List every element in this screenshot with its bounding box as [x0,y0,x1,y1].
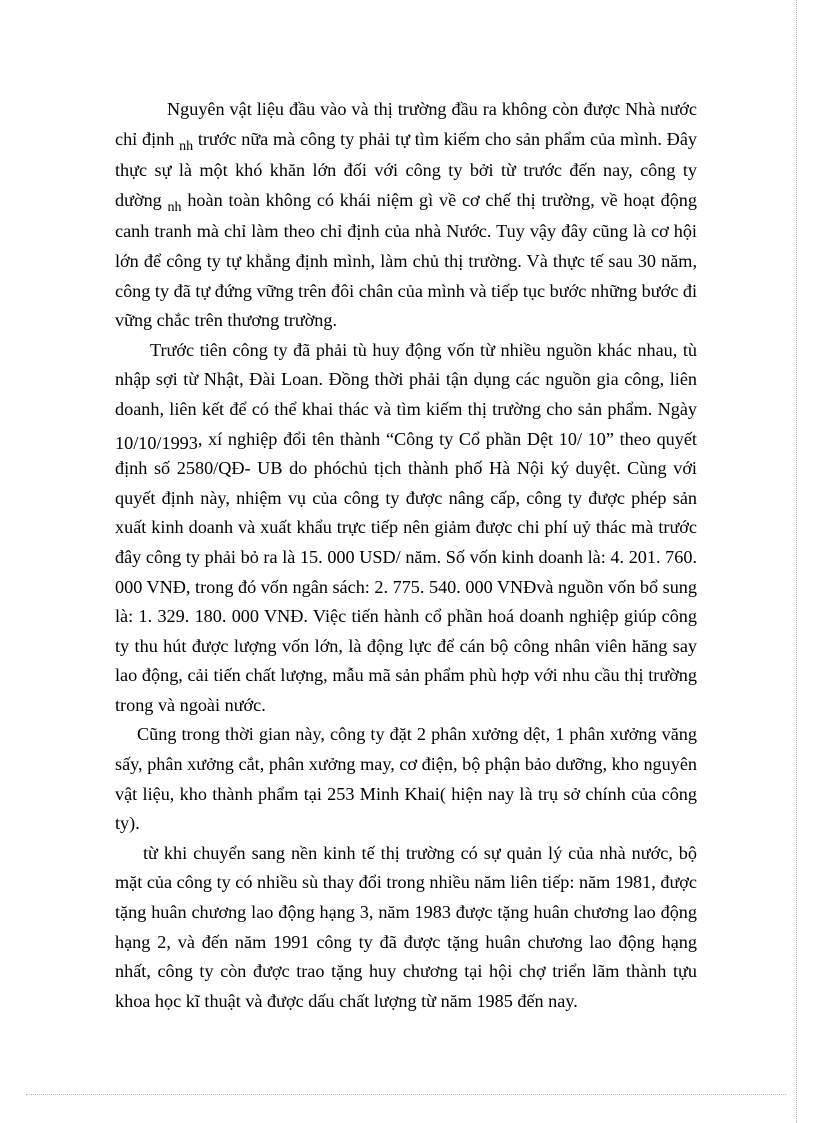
paragraph-2-text-a: Trước tiên công ty đã phải tù huy động vốn từ nhiều nguồn khác nhau, tù nhập sợi từ Nhật, Đài Loan. Đồng thời phải tận dụng các nguồn gia công, liên doanh, liên kết để có thể khai thác và tìm kiếm thị trường cho sản phẩm. Ngày [115,339,697,419]
right-margin-guide [796,0,797,1123]
paragraph-4: từ khi chuyển sang nền kinh tế thị trường có sự quản lý của nhà nước, bộ mặt của công ty có nhiều sù thay đổi trong nhiều năm liên tiếp: năm 1981, được tặng huân chương lao động hạng 3, năm 1983 được tặng huân chương lao động hạng 2, và đến năm 1991 công ty đã được tặng huân chương lao động hạng nhất, công ty còn được trao tặng huy chương tại hội chợ triển lãm thành tựu khoa học kĩ thuật và được dấu chất lượng từ năm 1985 đến nay. [115,842,697,1011]
paragraph-1-text-b: trước nữa mà công ty phải tự tìm kiếm cho sản phẩm của mình. Đây thực sự là một khó khăn lớn đối với công ty bởi từ trước đến nay, công ty dường [115,128,697,210]
paragraph-1 [115,95,697,336]
paragraph-1-text-a: Nguyên vật liệu đầu vào và thị trường đầu ra không còn được Nhà nước chỉ định [115,99,697,149]
paragraph-2-text-b: , xí nghiệp đổi tên thành “Công ty Cổ phần Dệt 10/ 10” theo quyết định số 2580/QĐ- UB do phóchủ tịch thành phố Hà Nội ký duyệt. Cùng với quyết định này, nhiệm vụ của công ty được nâng cấp, công ty được phép sản xuất kinh doanh và xuất khẩu trực tiếp nên giảm được chi phí uỷ thác mà trước đây công ty phải bỏ ra là 15. 000 USD/ năm. Số vốn kinh doanh là: 4. 201. 760. 000 VNĐ, trong đó vốn ngân sách: 2. 775. 540. 000 VNĐvà nguồn vốn bổ sung là: 1. 329. 180. 000 VNĐ. Việc tiến hành cổ phần hoá doanh nghiệp giúp công ty thu hút được lượng vốn lớn, là động lực để cán bộ công nhân viên hăng say lao động, cải tiến chất lượng, mẫu mã sản phẩm phù hợp với nhu cầu thị trường trong và ngoài nước. [115,428,697,715]
paragraph-1-fragment-nh-a: nh [179,138,194,154]
document-body [115,95,697,1016]
paragraph-2-date: 10/10/1993 [115,432,198,453]
bottom-margin-guide [26,1094,786,1095]
paragraph-3: Cũng trong thời gian này, công ty đặt 2 phân xưởng dệt, 1 phân xưởng văng sấy, phân xưởng cắt, phân xưởng may, cơ điện, bộ phận bảo dưỡng, kho nguyên vật liệu, kho thành phẩm tại 253 Minh Khai( hiện nay là trụ sở chính của công ty). [115,724,697,834]
paragraph-1-fragment-nh-b: nh [167,199,182,215]
paragraph-2 [115,336,697,721]
paragraph-1-text-c: hoàn toàn không có khái niệm gì về cơ chế thị trường, về hoạt động canh tranh mà chỉ làm theo chỉ định của nhà Nước. Tuy vậy đây cũng là cơ hội lớn để công ty tự khẳng định mình, làm chủ thị trường. Và thực tế sau 30 năm, công ty đã tự đứng vững trên đôi chân của mình và tiếp tục bước những bước đi vững chắc trên thương trường. [115,189,697,331]
